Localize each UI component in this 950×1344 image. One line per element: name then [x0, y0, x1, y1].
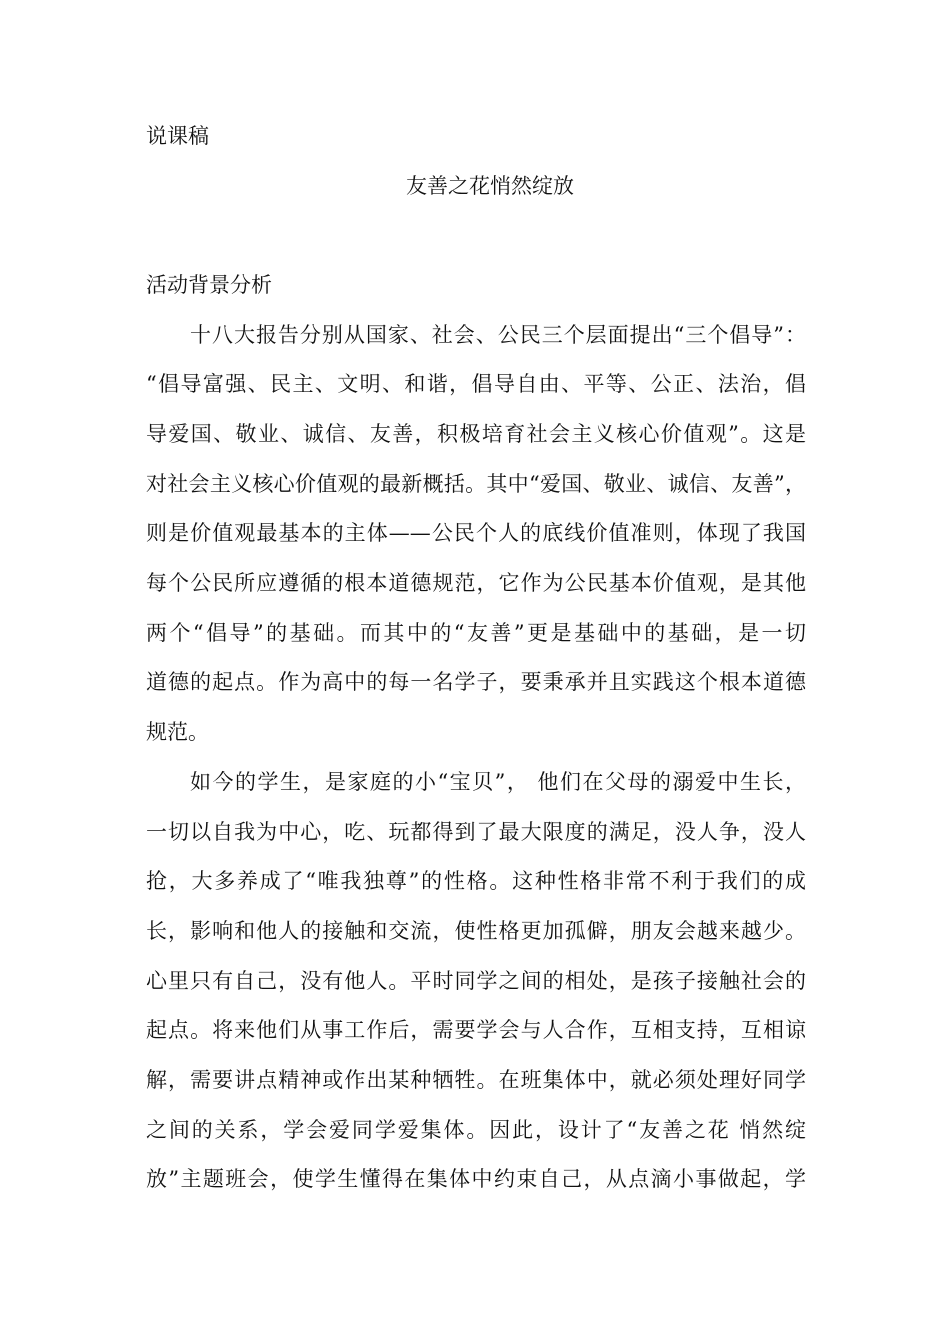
paragraph-line: 之间的关系，学会爱同学爱集体。因此，设计了“友善之花 悄然绽	[146, 1118, 806, 1142]
paragraph-line: 则是价值观最基本的主体——公民个人的底线价值准则，体现了我国	[146, 521, 806, 545]
paragraph-line: 起点。将来他们从事工作后，需要学会与人合作，互相支持，互相谅	[146, 1018, 806, 1042]
paragraph-line: 抢，大多养成了“唯我独尊”的性格。这种性格非常不利于我们的成	[146, 869, 806, 893]
paragraph-line: 十八大报告分别从国家、社会、公民三个层面提出“三个倡导”：	[190, 323, 806, 347]
paragraph-line: 对社会主义核心价值观的最新概括。其中“爱国、敬业、诚信、友善”，	[146, 472, 806, 496]
paragraph-line: 规范。	[146, 720, 209, 744]
document-label: 说课稿	[146, 124, 209, 148]
paragraph-line: 长，影响和他人的接触和交流，使性格更加孤僻，朋友会越来越少。	[146, 919, 806, 943]
paragraph-line: 放”主题班会，使学生懂得在集体中约束自己，从点滴小事做起，学	[146, 1167, 806, 1191]
document-title: 友善之花悄然绽放	[406, 174, 574, 198]
paragraph-line: “倡导富强、民主、文明、和谐，倡导自由、平等、公正、法治，倡	[146, 372, 806, 396]
paragraph-line: 每个公民所应遵循的根本道德规范，它作为公民基本价值观，是其他	[146, 571, 806, 595]
paragraph-line: 一切以自我为中心，吃、玩都得到了最大限度的满足，没人争，没人	[146, 820, 806, 844]
paragraph-line: 如今的学生，是家庭的小“宝贝”， 他们在父母的溺爱中生长，	[190, 770, 806, 794]
paragraph-line: 解，需要讲点精神或作出某种牺牲。在班集体中，就必须处理好同学	[146, 1068, 806, 1092]
paragraph-line: 心里只有自己，没有他人。平时同学之间的相处，是孩子接触社会的	[146, 969, 806, 993]
paragraph-line: 导爱国、敬业、诚信、友善，积极培育社会主义核心价值观”。这是	[146, 422, 806, 446]
section-heading: 活动背景分析	[146, 273, 272, 297]
paragraph-line: 两个“倡导”的基础。而其中的“友善”更是基础中的基础，是一切	[146, 621, 806, 645]
paragraph-line: 道德的起点。作为高中的每一名学子，要秉承并且实践这个根本道德	[146, 670, 806, 694]
